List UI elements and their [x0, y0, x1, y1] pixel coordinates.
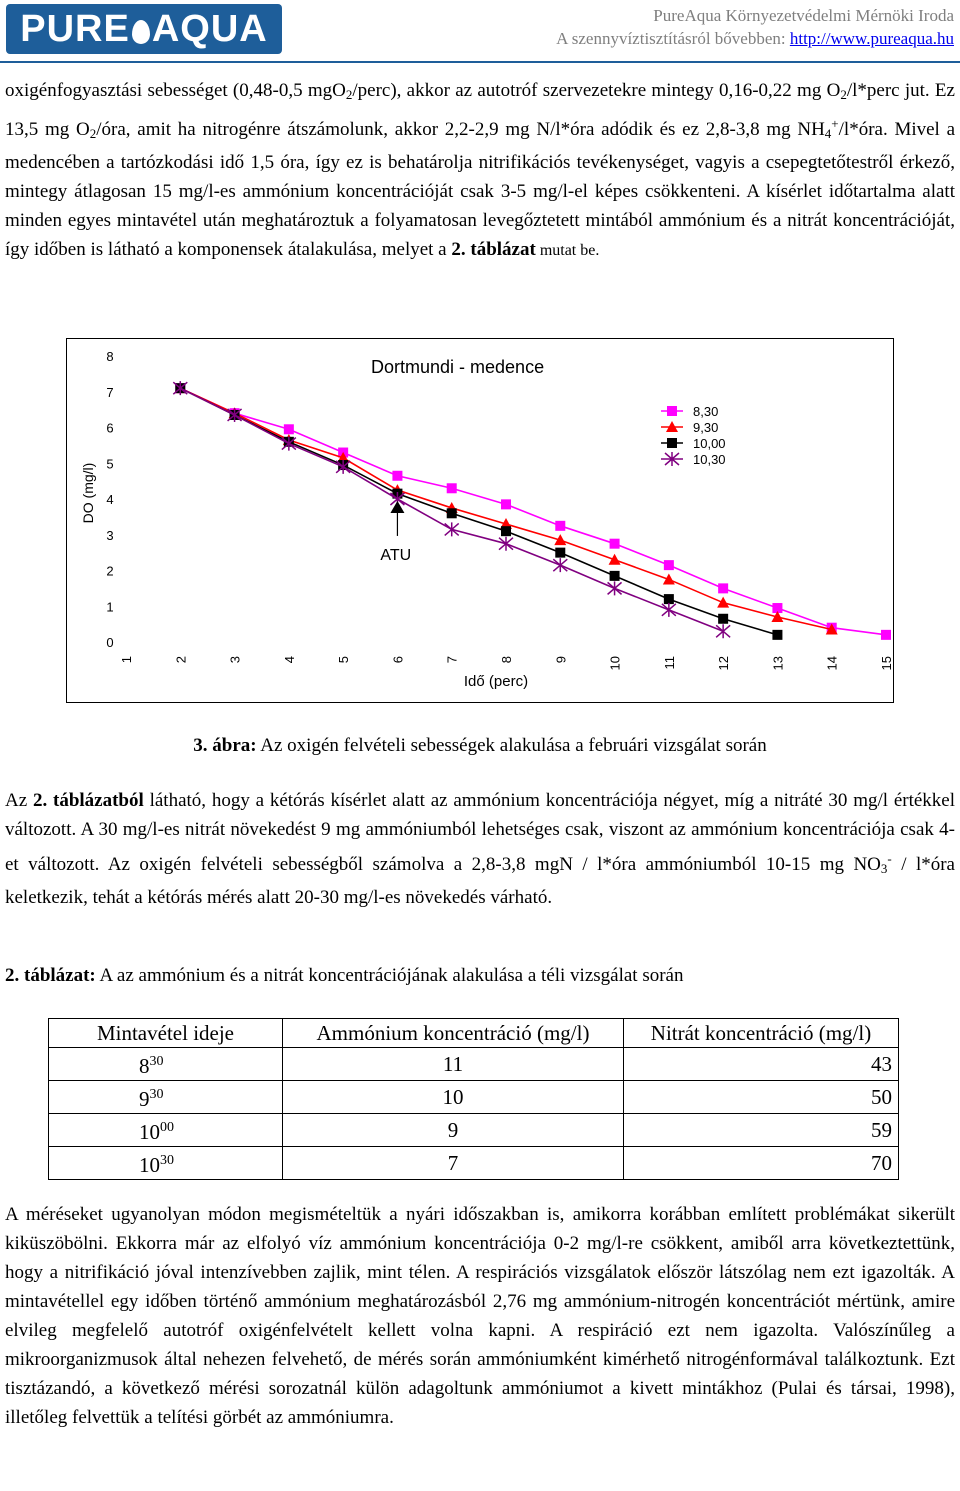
x-tick-label: 1: [119, 656, 134, 664]
y-tick-label: 2: [106, 563, 114, 579]
x-tick-label: 10: [607, 656, 623, 671]
x-tick-label: 15: [879, 656, 894, 671]
y-tick-label: 1: [106, 599, 114, 615]
table-row: [49, 1081, 899, 1114]
x-tick-label: 14: [824, 656, 840, 671]
atu-label: ATU: [380, 546, 412, 564]
x-tick-label: 9: [553, 656, 569, 664]
paragraph-3: [5, 1200, 955, 1432]
p2-text-d: / l*óra keletkezik, tehát a kétórás mérés alatt 20-30 mg/l-es növekedés várható.: [5, 854, 955, 908]
y-tick-label: 4: [106, 492, 114, 507]
x-tick-label: 12: [716, 656, 732, 671]
logo-text-aqua: AQUA: [151, 8, 268, 50]
series-2-point: [718, 614, 728, 624]
legend-marker: [667, 438, 677, 448]
series-2-point: [447, 508, 457, 518]
series-2-point: [610, 571, 620, 581]
cell-ammonium: 9: [283, 1114, 624, 1147]
x-axis-label: Idő (perc): [463, 673, 529, 690]
cell-nitrate: 59: [624, 1114, 899, 1147]
x-tick-label: 3: [227, 656, 243, 664]
p2-sub: 3: [880, 861, 888, 876]
y-tick-label: 5: [106, 456, 114, 472]
cell-nitrate: 70: [624, 1147, 899, 1180]
series-0-point: [610, 539, 620, 549]
x-tick-label: 5: [336, 656, 352, 664]
header-info: [556, 4, 954, 50]
table-row: [49, 1147, 899, 1180]
p1-text-b: /perc), akkor az autotróf szervezetekre mintegy 0,16-0,22 mg O: [352, 80, 841, 101]
p2-text-a: Az: [5, 790, 33, 811]
y-tick-label: 0: [106, 635, 114, 650]
x-tick-label: 8: [499, 656, 514, 664]
series-0-point: [555, 521, 565, 531]
header-divider: [0, 61, 960, 63]
p2-text-c: látható, hogy a kétórás kísérlet alatt az ammónium koncentrációja négyet, míg a nitráté 30 mg/l értékkel változott. A 30 mg/l-es nitrát növekedést 9 mg ammóniumból lehetséges csak, viszont az ammónium koncentrációja csak 4-et változott. Az oxigén felvételi sebességből számolva a 2,8-3,8 mgN / l*óra ammóniumból 10-15 mg NO: [5, 790, 956, 875]
header-sampling-time: Mintavétel ideje: [49, 1019, 283, 1048]
legend-label: 10,00: [693, 436, 726, 451]
series-0-point: [447, 483, 457, 493]
water-drop-icon: [132, 20, 150, 44]
p1-sup-d: +: [831, 116, 839, 131]
series-0-point: [501, 499, 511, 509]
website-link[interactable]: http://www.pureaqua.hu: [789, 29, 954, 48]
do-chart-svg: [66, 338, 894, 703]
cell-ammonium: 7: [283, 1147, 624, 1180]
series-2-point: [501, 526, 511, 536]
logo-text-pure: PURE: [20, 8, 130, 50]
header-nitrate: Nitrát koncentráció (mg/l): [624, 1019, 899, 1048]
cell-ammonium: 11: [283, 1048, 624, 1081]
series-0-point: [284, 424, 294, 434]
pureaqua-logo[interactable]: [6, 4, 282, 54]
x-tick-label: 13: [770, 656, 786, 671]
table-caption: [5, 961, 684, 990]
p1-text-e: /l*óra. Mivel a medencében a tartózkodási idő 1,5 óra, így ez is behatárolja nitrifikációs tevékenységet, vagyis a csepegtetőtestről érkező, mintegy átlagosan 15 mg/l-es ammónium koncentrációját csak 3-5 mg/l-el képes csökkenteni. A kísérlet időtartalma alatt minden egyes mintavétel után meghatároztuk a folyamatosan levegőztetett mintából ammónium és a nitrát koncentrációját, így időben is látható a komponensek átalakulása, melyet a: [5, 119, 956, 260]
table-row: [49, 1048, 899, 1081]
chart-title: Dortmundi - medence: [371, 357, 545, 377]
concentration-table: [48, 1018, 899, 1180]
cell-ammonium: 10: [283, 1081, 624, 1114]
y-tick-label: 8: [106, 349, 114, 364]
y-tick-label: 7: [106, 384, 114, 400]
legend-label: 10,30: [693, 452, 726, 467]
p2-table-ref: 2. táblázatból: [32, 790, 144, 811]
p1-text-g: mutat be.: [535, 242, 600, 259]
cell-time: $9^{30}$: [49, 1081, 283, 1114]
cell-time: $10^{00}$: [49, 1114, 283, 1147]
series-0-point: [718, 583, 728, 593]
figure-caption-text: Az oxigén felvételi sebességek alakulása a februári vizsgálat során: [256, 735, 767, 756]
table-caption-label: 2. táblázat:: [5, 965, 96, 986]
series-0-point: [881, 630, 891, 640]
company-name: PureAqua Környezetvédelmi Mérnöki Iroda: [653, 6, 954, 25]
p2-sup: -: [887, 851, 892, 866]
cell-time: $10^{30}$: [49, 1147, 283, 1180]
p1-table-ref: 2. táblázat: [451, 239, 536, 260]
x-tick-label: 6: [390, 656, 406, 664]
x-tick-label: 11: [661, 656, 677, 670]
series-0-point: [392, 471, 402, 481]
p1-sub-d: 4: [824, 126, 832, 141]
table-header-row: [49, 1019, 899, 1048]
y-axis-label: DO (mg/l): [80, 462, 96, 524]
more-info-line: [556, 27, 954, 50]
y-tick-label: 3: [106, 527, 114, 543]
figure-caption: [0, 731, 960, 760]
cell-nitrate: 50: [624, 1081, 899, 1114]
more-info-label: A szennyvíztisztításról bővebben:: [556, 29, 786, 48]
page-header: [0, 0, 960, 62]
do-chart: [66, 338, 894, 703]
cell-time: $8^{30}$: [49, 1048, 283, 1081]
series-0-point: [664, 560, 674, 570]
series-2-point: [772, 630, 782, 640]
series-2-point: [555, 548, 565, 558]
p1-sub-b: 2: [840, 87, 847, 102]
legend-label: 9,30: [693, 420, 719, 435]
p1-text-c: /l*perc jut. Ez 13,5 mg O: [5, 80, 955, 140]
table-row: [49, 1114, 899, 1147]
legend-label: 8,30: [693, 404, 719, 419]
paragraph-1: [5, 76, 955, 265]
x-tick-label: 4: [281, 656, 297, 664]
p1-sub-a: 2: [345, 87, 353, 102]
figure-caption-label: 3. ábra:: [193, 735, 257, 756]
p1-text-a: oxigénfogyasztási sebességet (0,48-0,5 mgO: [5, 80, 346, 101]
table-caption-text: A az ammónium és a nitrát koncentrációjának alakulása a téli vizsgálat során: [95, 965, 684, 986]
paragraph-2: [5, 786, 955, 912]
x-tick-label: 2: [173, 656, 189, 664]
series-2-point: [664, 594, 674, 604]
p1-text-d: /óra, amit ha nitrogénre átszámolunk, akkor 2,2-2,9 mg N/l*óra adódik és ez 2,8-3,8 mg NH: [96, 119, 825, 140]
legend-marker: [667, 406, 677, 416]
header-ammonium: Ammónium koncentráció (mg/l): [283, 1019, 624, 1048]
cell-nitrate: 43: [624, 1048, 899, 1081]
y-tick-label: 6: [106, 420, 114, 436]
p1-sub-c: 2: [89, 126, 97, 141]
p3-text: A méréseket ugyanolyan módon megismételtük a nyári időszakban is, amikorra korábban említett problémákat sikerült kiküszöbölni. Ekkorra már az elfolyó víz ammónium koncentrációja 0-2 mg/l-re csökkent, amiből arra következtettünk, hogy a nitrifikáció jóval intenzívebben zajlik, mint télen. A respirációs vizsgálatok először látszólag nem ezt igazolták. A mintavétellel egy időben történő ammónium meghatározásból 2,76 mg ammónium-nitrogén koncentrációt mértünk, amire elvileg megfelelő autotróf oxigénfelvételt kellett volna kapni. A respiráció ezt nem igazolta. Valószínűleg a mikroorganizmusok által nehezen felvehető, de mérés során ammóniumként kimérhető nitrogénformával találkoztunk. Ezt tisztázandó, a következő mérési sorozatnál külön adagoltunk ammóniumot a kivett mintákhoz (Pulai és társai, 1998), illetőleg felvettük a telítési görbét az ammóniumra.: [5, 1204, 955, 1428]
x-tick-label: 7: [444, 656, 460, 664]
